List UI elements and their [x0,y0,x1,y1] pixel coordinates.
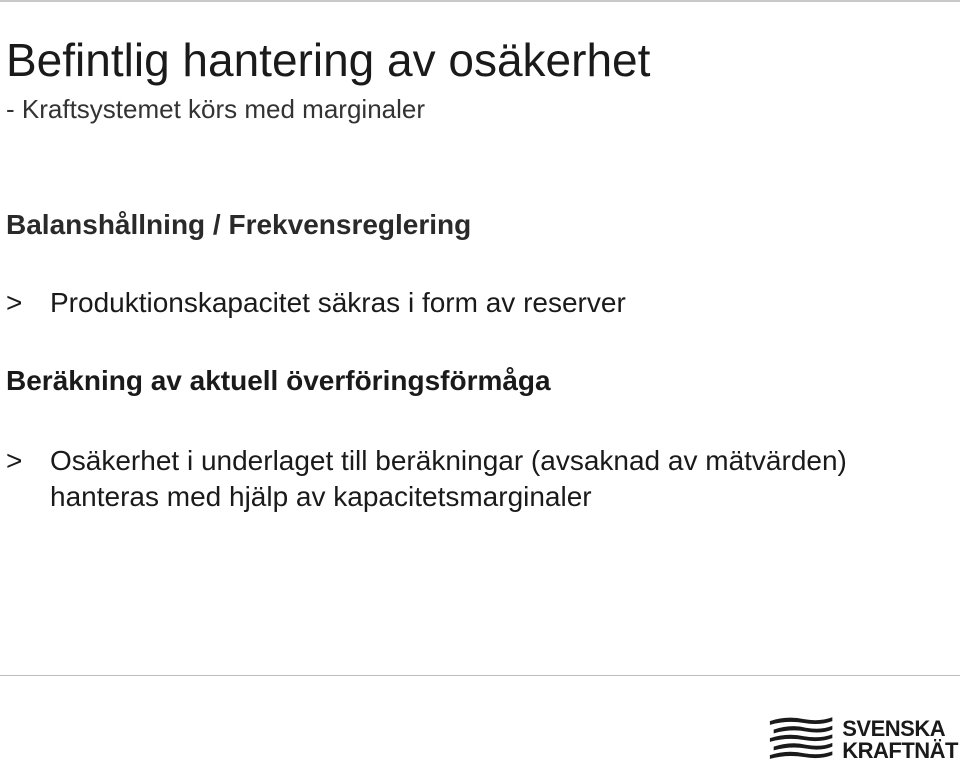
bullet-text: Produktionskapacitet säkras i form av reserver [50,287,626,318]
logo-line-2: KRAFTNÄT [842,738,958,763]
logo-wordmark [842,718,958,762]
svenska-kraftnat-logo [768,712,958,768]
slide-subtitle: - Kraftsystemet körs med marginaler [6,94,426,124]
bullet-marker: > [6,445,23,476]
section-heading-transfer-capacity: Beräkning av aktuell överföringsförmåga [6,365,551,396]
bullet-text: Osäkerhet i underlaget till beräkningar (avsaknad av mätvärden) hanteras med hjälp av kapacitetsmarginaler [50,445,847,512]
logo-line-1: SVENSKA [842,716,946,741]
top-divider [0,0,960,2]
section-heading-balance: Balanshållning / Frekvensreglering [6,209,472,240]
bottom-divider [0,675,960,676]
slide-title: Befintlig hantering av osäkerhet [6,34,651,86]
bullet-marker: > [6,287,23,318]
wave-logo-icon [768,714,834,766]
bullet-item-reserves [6,285,910,321]
bullet-item-uncertainty [6,443,910,515]
